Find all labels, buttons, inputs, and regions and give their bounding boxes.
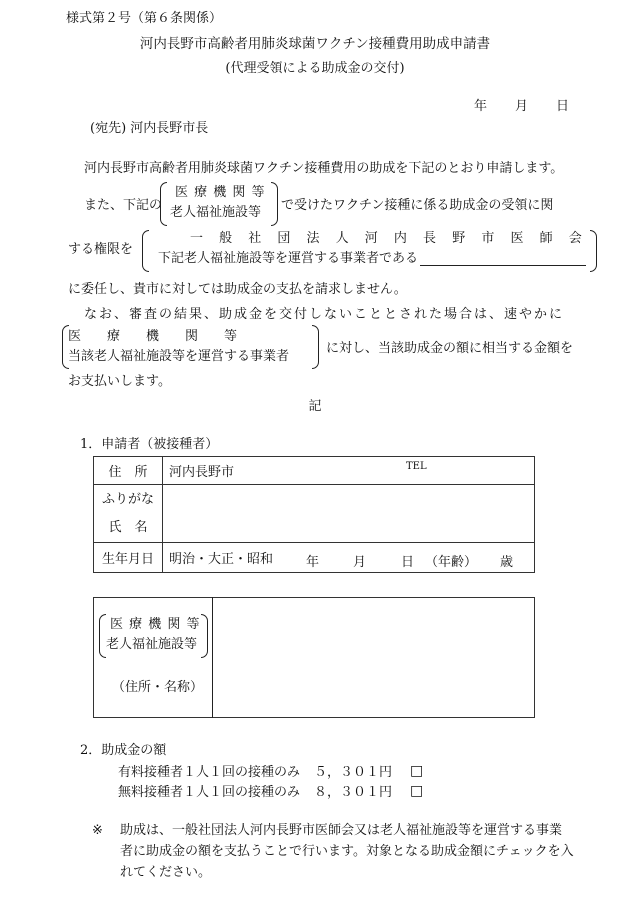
body-paragraph-4: に委任し、貴市に対しては助成金の支払を請求しません。 [68,282,407,297]
fee-row-2-label: 無料接種者１人１回の接種のみ [118,785,301,800]
body-paragraph-7: お支払いします。 [68,374,171,389]
body-p6-post: に対し、当該助成金の額に相当する金額を [326,341,574,356]
dob-field[interactable] [163,543,535,573]
body-p2-post: で受けたワクチン接種に係る助成金の受領に関 [281,198,554,213]
brace-left [142,230,149,272]
institution-field[interactable] [214,599,533,716]
body-p3-pre: する権限を [68,242,134,257]
brace-right [271,182,278,226]
auth-option-1: 一 般 社 団 法 人 河 内 長 野 市 医 師 会 [190,231,588,246]
institution-option-2: 老人福祉施設等 [106,637,198,652]
form-number: 様式第２号（第６条関係） [66,11,223,26]
note-mark: ※ [92,823,103,838]
address-value: 河内長野市 [169,465,235,480]
body-paragraph-5: なお、審査の結果、助成金を交付しないこととされた場合は、速やかに [84,307,565,322]
name-field[interactable] [163,485,535,543]
name-label: 氏 名 [108,519,148,535]
brace-left [160,182,167,226]
institution-divider [212,597,213,718]
dob-year: 年 [306,555,320,570]
furigana-label: ふりがな [101,491,154,507]
date-month: 月 [515,99,529,114]
fee-row-2-checkbox[interactable]: □ [410,783,424,799]
dob-day: 日 [401,555,415,570]
date-day: 日 [556,99,570,114]
brace-right [312,325,319,369]
address-label: 住 所 [94,457,163,485]
inst-option-2: 老人福祉施設等 [170,205,262,220]
age-unit: 歳 [500,555,514,570]
fee-row-1-amount: ５，３０１円 [314,765,393,780]
note-line-1: 助成は、一般社団法人河内長野市医師会又は老人福祉施設等を運営する事業 [120,823,563,838]
form-title: 河内長野市高齢者用肺炎球菌ワクチン接種費用助成申請書 [139,36,491,52]
tel-label: TEL [406,461,427,472]
dob-eras: 明治・大正・昭和 [169,552,274,567]
body-paragraph-1: 河内長野市高齢者用肺炎球菌ワクチン接種費用の助成を下記のとおり申請します。 [84,161,564,176]
refund-option-2: 当該老人福祉施設等を運営する事業者 [68,349,290,364]
applicant-table [93,456,535,573]
form-subtitle: (代理受領による助成金の交付) [225,61,405,76]
fee-row-1-checkbox[interactable]: □ [410,763,424,779]
note-line-2: 者に助成金の額を支払うことで行います。対象となる助成金額にチェックを入 [120,844,574,859]
age-label: （年齢） [425,555,478,570]
dob-label: 生年月日 [94,543,163,573]
addressee: (宛先) 河内長野市長 [90,121,209,136]
fee-row-2-amount: ８，３０１円 [314,785,393,800]
brace-left [99,614,106,658]
name-labels [94,485,163,543]
date-year: 年 [474,99,488,114]
inst-option-1: 医 療 機 関 等 [175,185,266,200]
note-line-3: れてください。 [120,865,212,880]
refund-option-1: 医 療 機 関 等 [68,329,238,344]
operator-name-blank[interactable] [420,265,586,266]
section2-heading: 2．助成金の額 [80,743,167,758]
body-p2-pre: また、下記の [84,198,163,213]
fee-row-1-label: 有料接種者１人１回の接種のみ [118,765,301,780]
auth-option-2: 下記老人福祉施設等を運営する事業者である [158,251,419,266]
section1-heading: 1．申請者（被接種者） [80,437,219,452]
brace-right [590,230,597,272]
brace-right [201,614,208,658]
dob-month: 月 [353,555,367,570]
ki-heading: 記 [308,399,322,414]
institution-option-1: 医 療 機 関 等 [110,617,201,632]
institution-addr-name-label: （住所・名称） [112,680,204,695]
address-field[interactable] [163,457,535,485]
